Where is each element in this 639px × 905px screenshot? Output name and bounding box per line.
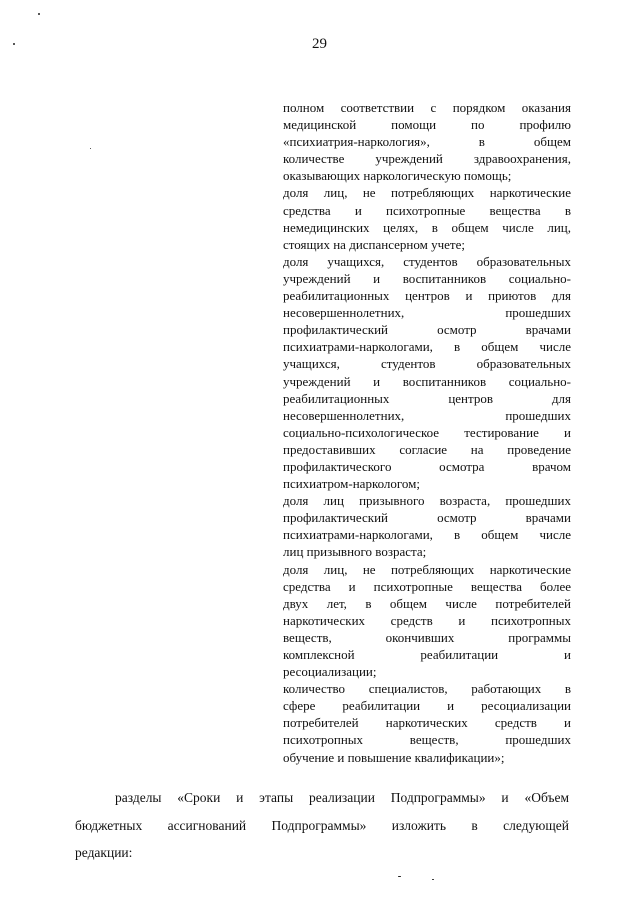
column-line: стоящих на диспансерном учете; — [283, 236, 465, 252]
column-line: «психиатрия-наркология», в общем — [283, 134, 571, 150]
column-line: психиатрами-наркологами, в общем числе — [283, 527, 571, 543]
column-line: потребителей наркотических средств и — [283, 715, 571, 731]
paragraph-line: разделы «Сроки и этапы реализации Подпрограммы» и «Объем — [115, 790, 569, 805]
column-line: количество специалистов, работающих в — [283, 681, 571, 697]
page-number: 29 — [312, 36, 327, 52]
column-line: профилактический осмотр врачами — [283, 322, 571, 338]
column-line: веществ, окончивших программы — [283, 629, 571, 645]
column-line: профилактический осмотр врачами — [283, 510, 571, 526]
column-line: учащихся, студентов образовательных — [283, 356, 571, 372]
column-line: реабилитационных центров для — [283, 390, 571, 406]
column-line: медицинской помощи по профилю — [283, 117, 571, 133]
column-line: учреждений и воспитанников социально- — [283, 373, 571, 389]
column-line: сфере реабилитации и ресоциализации — [283, 698, 571, 714]
scan-speck — [13, 43, 15, 45]
column-line: несовершеннолетних, прошедших — [283, 407, 571, 423]
column-line: учреждений и воспитанников социально- — [283, 270, 571, 286]
scan-speck — [398, 876, 401, 877]
column-line: полном соответствии с порядком оказания — [283, 100, 571, 115]
column-line: доля учащихся, студентов образовательных — [283, 253, 571, 269]
column-line: наркотических средств и психотропных — [283, 612, 571, 628]
scan-speck — [38, 13, 40, 15]
scan-speck — [90, 148, 91, 149]
column-line: психотропных веществ, прошедших — [283, 732, 571, 748]
scan-speck — [432, 879, 434, 880]
column-line: количестве учреждений здравоохранения, — [283, 151, 571, 167]
column-line: немедицинских целях, в общем числе лиц, — [283, 219, 571, 235]
indicator-list-column — [283, 99, 571, 766]
paragraph-line: редакции: — [75, 845, 133, 860]
column-line: доля лиц призывного возраста, прошедших — [283, 493, 571, 509]
column-line: двух лет, в общем числе потребителей — [283, 595, 571, 611]
column-line: обучение и повышение квалификации»; — [283, 749, 505, 765]
column-line: предоставивших согласие на проведение — [283, 441, 571, 457]
column-line: доля лиц, не потребляющих наркотические — [283, 185, 571, 201]
column-line: социально-психологическое тестирование и — [283, 424, 571, 440]
column-line: комплексной реабилитации и — [283, 647, 571, 662]
column-line: ресоциализации; — [283, 664, 377, 680]
column-line: доля лиц, не потребляющих наркотические — [283, 561, 571, 577]
column-line: реабилитационных центров и приютов для — [283, 288, 571, 304]
column-line: оказывающих наркологическую помощь; — [283, 168, 512, 184]
paragraph-line: бюджетных ассигнований Подпрограммы» изложить в следующей — [75, 818, 569, 833]
column-line: психиатрами-наркологами, в общем числе — [283, 339, 571, 355]
column-line: профилактического осмотра врачом — [283, 458, 571, 474]
column-line: психиатром-наркологом; — [283, 476, 421, 492]
column-line: лиц призывного возраста; — [283, 544, 427, 560]
column-line: несовершеннолетних, прошедших — [283, 305, 571, 321]
column-line: средства и психотропные вещества более — [283, 578, 571, 594]
column-line: средства и психотропные вещества в — [283, 202, 571, 218]
